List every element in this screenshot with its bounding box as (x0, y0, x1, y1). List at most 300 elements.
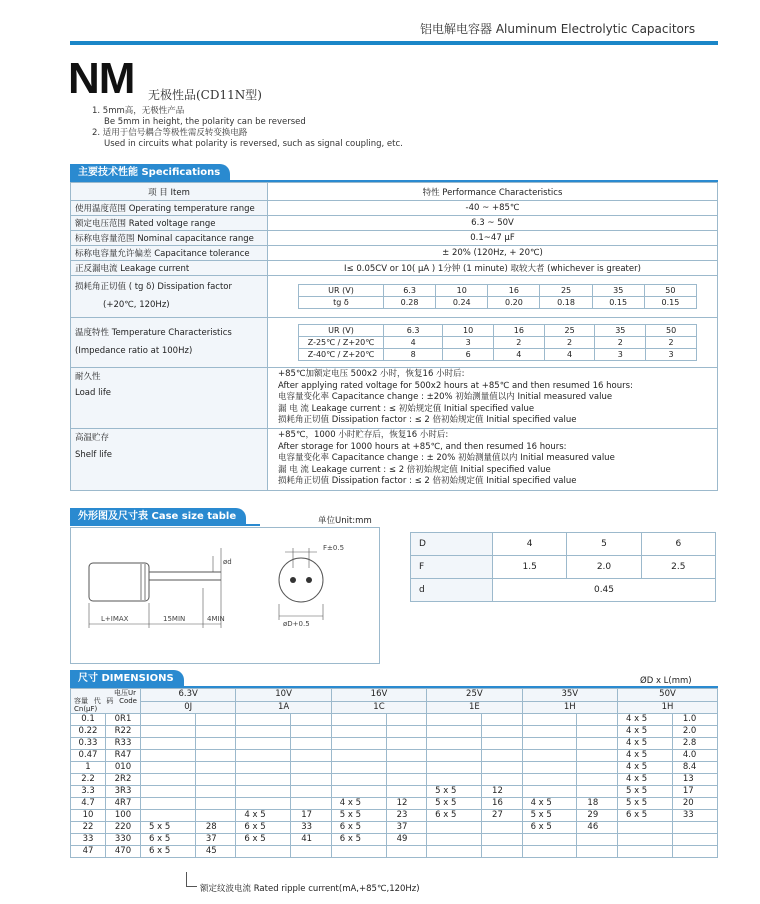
dim-ripple (577, 786, 618, 798)
dim-size: 6 x 5 (141, 834, 196, 846)
dim-cap: 22 (71, 822, 106, 834)
temp-row2-label: Z-40℃ / Z+20℃ (299, 349, 384, 361)
df-voltage: 10 (436, 285, 488, 297)
dim-ripple: 12 (482, 786, 523, 798)
dim-ripple (195, 810, 236, 822)
dim-corner-code: 码 (106, 697, 114, 705)
dim-voltage: 50V (617, 689, 717, 702)
dim-ripple (291, 798, 332, 810)
dim-size (331, 774, 386, 786)
shelf-body (268, 428, 718, 490)
dim-ripple (195, 726, 236, 738)
dim-size (427, 822, 482, 834)
dim-ripple (195, 786, 236, 798)
temp-voltage: 16 (493, 325, 544, 337)
dim-cap: 1 (71, 762, 106, 774)
df-tg-value: 0.24 (436, 297, 488, 309)
dim-ripple (291, 786, 332, 798)
dim-cap: 0.1 (71, 714, 106, 726)
dim-ripple (291, 738, 332, 750)
dim-ripple (291, 750, 332, 762)
dim-ripple: 8.4 (672, 762, 717, 774)
df-voltage: 6.3 (384, 285, 436, 297)
f-value: 2.0 (567, 556, 641, 579)
dim-ripple (386, 750, 427, 762)
spec-table (70, 182, 718, 491)
lead-min2-label: 4MIN (207, 615, 225, 623)
dim-size: 4 x 5 (617, 762, 672, 774)
temp-voltage: 10 (443, 325, 494, 337)
dim-ripple: 2.0 (672, 726, 717, 738)
spec-label: 标称电容量允许偏差 Capacitance tolerance (71, 246, 268, 261)
dim-ripple (291, 726, 332, 738)
dim-size: 5 x 5 (331, 810, 386, 822)
dim-cap-code: 100 (106, 810, 141, 822)
dim-ripple (577, 738, 618, 750)
df-ur-label: UR (V) (299, 285, 384, 297)
load-line: 电容量变化率 Capacitance change : ±20% 初始测量值以内 Initial measured value (278, 392, 613, 402)
dim-cap-code: 010 (106, 762, 141, 774)
dim-ripple: 17 (291, 810, 332, 822)
capacitor-end-view (279, 558, 323, 602)
dim-size (236, 714, 291, 726)
dim-ripple: 45 (195, 846, 236, 858)
header-title: 铝电解电容器 Aluminum Electrolytic Capacitors (420, 22, 696, 36)
dim-ripple (672, 834, 717, 846)
feature-notes (92, 106, 403, 150)
df-voltage: 35 (592, 285, 644, 297)
dim-cap-code: 220 (106, 822, 141, 834)
dim-size (141, 774, 196, 786)
temp-row1-label: Z-25℃ / Z+20℃ (299, 337, 384, 349)
dim-size: 6 x 5 (427, 810, 482, 822)
dim-size (331, 846, 386, 858)
case-section-rule (70, 524, 260, 526)
temp-label-1: 温度特性 Temperature Characteristics (75, 328, 232, 338)
dim-ripple: 27 (482, 810, 523, 822)
dim-size (331, 786, 386, 798)
dim-cap: 33 (71, 834, 106, 846)
dim-ripple: 37 (195, 834, 236, 846)
temp-value: 2 (646, 337, 697, 349)
dim-size (141, 762, 196, 774)
dim-ripple (482, 834, 523, 846)
dim-size (427, 750, 482, 762)
temp-value: 8 (384, 349, 443, 361)
dim-cap-code: 470 (106, 846, 141, 858)
capacitor-body-side (89, 563, 149, 601)
dim-size (522, 726, 577, 738)
note-1-en: Be 5mm in height, the polarity can be reversed (104, 117, 306, 127)
dim-ripple: 23 (386, 810, 427, 822)
footnote-pointer (186, 872, 197, 887)
temp-voltage: 35 (595, 325, 646, 337)
spec-value: ± 20% (120Hz, + 20℃) (268, 246, 718, 261)
load-line: +85℃加额定电压 500x2 小时，恢复16 小时后: (278, 369, 465, 379)
dim-corner-cap-unit: Cn(μF) (74, 705, 98, 713)
dim-code: 1A (236, 701, 331, 714)
dim-ripple (482, 726, 523, 738)
temp-value: 4 (544, 349, 595, 361)
dim-ripple (291, 714, 332, 726)
dim-code: 1H (617, 701, 717, 714)
dim-code: 1H (522, 701, 617, 714)
dim-ripple (482, 738, 523, 750)
table-row (71, 762, 718, 774)
diameter-label: øD+0.5 (283, 620, 310, 628)
dim-cap-code: R33 (106, 738, 141, 750)
dim-size (141, 798, 196, 810)
dim-size: 5 x 5 (617, 798, 672, 810)
df-tg-value: 0.20 (488, 297, 540, 309)
spec-section-title: 主要技术性能 Specifications (70, 164, 230, 182)
spec-value: -40 ~ +85℃ (268, 201, 718, 216)
temp-value: 2 (544, 337, 595, 349)
dim-size (141, 738, 196, 750)
dim-ripple: 49 (386, 834, 427, 846)
temp-value: 4 (493, 349, 544, 361)
dim-size: 4 x 5 (522, 798, 577, 810)
dim-ripple (386, 846, 427, 858)
df-voltage: 16 (488, 285, 540, 297)
series-subtitle: 无极性品(CD11N型) (148, 88, 262, 102)
dim-size (617, 846, 672, 858)
dim-size: 6 x 5 (617, 810, 672, 822)
dim-ripple: 33 (291, 822, 332, 834)
shelf-label-1: 高温贮存 (75, 432, 110, 443)
load-line: 漏 电 流 Leakage current : ≤ 初始规定值 Initial specified value (278, 403, 535, 414)
dim-size (522, 786, 577, 798)
spec-label: 正反漏电流 Leakage current (71, 261, 268, 276)
spec-head-item: 项 目 Item (71, 183, 268, 201)
df-tg-label: tg δ (299, 297, 384, 309)
dim-size (236, 786, 291, 798)
dim-ripple: 12 (386, 798, 427, 810)
table-row (71, 750, 718, 762)
dim-cap-code: 0R1 (106, 714, 141, 726)
dim-cap: 47 (71, 846, 106, 858)
dim-cap: 0.22 (71, 726, 106, 738)
dim-size (427, 714, 482, 726)
dim-ripple (195, 762, 236, 774)
dim-ripple (577, 750, 618, 762)
dim-size (236, 726, 291, 738)
table-row (71, 846, 718, 858)
dim-size: 6 x 5 (236, 822, 291, 834)
dim-size (617, 834, 672, 846)
dim-corner-code2: Code (119, 697, 137, 705)
dim-ripple: 33 (672, 810, 717, 822)
dim-size (236, 774, 291, 786)
dim-ripple (195, 738, 236, 750)
dim-ripple (195, 798, 236, 810)
dim-corner-cap: 容量 (74, 697, 88, 705)
dim-size (522, 834, 577, 846)
dim-size (236, 738, 291, 750)
table-row (71, 774, 718, 786)
dim-size: 6 x 5 (522, 822, 577, 834)
dim-size: 6 x 5 (141, 846, 196, 858)
dim-size (331, 762, 386, 774)
df-voltage: 25 (540, 285, 592, 297)
spec-value: 6.3 ~ 50V (268, 216, 718, 231)
d-value: 4 (493, 533, 567, 556)
dim-ripple (577, 714, 618, 726)
dim-section-title: 尺寸 DIMENSIONS (70, 670, 184, 688)
note-2-en: Used in circuits what polarity is reversed, such as signal coupling, etc. (104, 139, 403, 149)
temp-value: 4 (384, 337, 443, 349)
shelf-line: 损耗角正切值 Dissipation factor : ≤ 2 倍初始规定值 Initial specified value (278, 476, 577, 487)
temp-voltage: 6.3 (384, 325, 443, 337)
dim-cap: 2.2 (71, 774, 106, 786)
f-label: F (411, 556, 493, 579)
spec-label: 额定电压范围 Rated voltage range (71, 216, 268, 231)
dim-cap-code: 4R7 (106, 798, 141, 810)
load-line: After applying rated voltage for 500x2 hours at +85℃ and then resumed 16 hours: (278, 380, 633, 391)
temp-value: 2 (595, 337, 646, 349)
temp-label-2: (Impedance ratio at 100Hz) (75, 345, 193, 356)
dim-size: 4 x 5 (236, 810, 291, 822)
dim-size: 6 x 5 (236, 834, 291, 846)
dim-size: 4 x 5 (617, 750, 672, 762)
dim-ripple: 18 (577, 798, 618, 810)
dim-ripple (386, 762, 427, 774)
case-drawing (71, 528, 379, 663)
dim-ripple: 17 (672, 786, 717, 798)
dim-size (427, 834, 482, 846)
dim-size (427, 846, 482, 858)
dim-size: 4 x 5 (617, 714, 672, 726)
spec-label: 标称电容量范围 Nominal capacitance range (71, 231, 268, 246)
table-row (71, 810, 718, 822)
table-row (71, 786, 718, 798)
f-value: 2.5 (641, 556, 715, 579)
temp-value: 3 (443, 337, 494, 349)
dim-ripple: 2.8 (672, 738, 717, 750)
dim-size (141, 726, 196, 738)
dim-ripple (672, 846, 717, 858)
dim-code: 1E (427, 701, 522, 714)
lead-dia-label: ød (223, 558, 232, 566)
dim-ripple: 41 (291, 834, 332, 846)
dim-size: 5 x 5 (141, 822, 196, 834)
dim-size (522, 762, 577, 774)
temp-ur-label: UR (V) (299, 325, 384, 337)
dim-cap-code: 3R3 (106, 786, 141, 798)
dim-cap-code: R47 (106, 750, 141, 762)
lead-d-label: d (411, 579, 493, 602)
spec-label: 使用温度范围 Operating temperature range (71, 201, 268, 216)
dim-ripple (386, 714, 427, 726)
dim-ripple (577, 762, 618, 774)
df-label-1: 损耗角正切值 ( tg δ) Dissipation factor (75, 282, 232, 292)
dim-ripple (482, 750, 523, 762)
dimensions-body (71, 714, 718, 858)
dim-ripple (195, 774, 236, 786)
case-section-title: 外形图及尺寸表 Case size table (70, 508, 246, 526)
case-drawing-box (70, 527, 380, 664)
load-label-1: 耐久性 (75, 372, 101, 382)
length-label: L+IMAX (101, 615, 129, 623)
spec-value: 0.1~47 μF (268, 231, 718, 246)
dim-cap-code: 330 (106, 834, 141, 846)
dim-corner-voltage: 电压Ur (113, 689, 136, 697)
dim-corner (71, 689, 141, 714)
d-label: D (411, 533, 493, 556)
table-row (71, 798, 718, 810)
temp-value: 6 (443, 349, 494, 361)
dim-ripple (482, 762, 523, 774)
dim-size (236, 798, 291, 810)
dim-size: 4 x 5 (617, 738, 672, 750)
dim-ripple (291, 762, 332, 774)
dim-ripple (195, 750, 236, 762)
f-value: 1.5 (493, 556, 567, 579)
dim-ripple: 20 (672, 798, 717, 810)
load-line: 损耗角正切值 Dissipation factor : ≤ 2 倍初始规定值 Initial specified value (278, 415, 577, 425)
dim-size: 5 x 5 (522, 810, 577, 822)
dim-size: 5 x 5 (617, 786, 672, 798)
dim-ripple: 37 (386, 822, 427, 834)
dim-ripple (386, 786, 427, 798)
dim-size (427, 762, 482, 774)
df-label (71, 276, 268, 318)
dim-ripple: 1.0 (672, 714, 717, 726)
shelf-line: +85℃，1000 小时贮存后，恢复16 小时后: (278, 430, 449, 441)
dim-ripple (386, 774, 427, 786)
temp-voltage: 25 (544, 325, 595, 337)
dim-size (141, 714, 196, 726)
temp-value: 3 (646, 349, 697, 361)
dim-ripple (482, 822, 523, 834)
temp-label (71, 318, 268, 368)
dim-size (331, 738, 386, 750)
dim-code: 1C (331, 701, 426, 714)
spec-value: I≤ 0.05CV or 10( μA ) 1分钟 (1 minute) 取较大者 (whichever is greater) (268, 261, 718, 276)
temp-voltage: 50 (646, 325, 697, 337)
temp-table (298, 324, 697, 361)
dim-ripple (291, 846, 332, 858)
dim-size (427, 774, 482, 786)
note-2-cn: 2. 适用于信号耦合等极性需反转变换电路 (92, 128, 248, 138)
dim-voltage: 16V (331, 689, 426, 702)
temp-value: 3 (595, 349, 646, 361)
dim-size: 5 x 5 (427, 798, 482, 810)
dim-size (617, 822, 672, 834)
ripple-footnote: 额定纹波电流 Rated ripple current(mA,+85℃,120Hz) (200, 884, 420, 894)
dim-ripple (672, 822, 717, 834)
dim-size (522, 738, 577, 750)
dim-unit: ØD x L(mm) (640, 676, 692, 686)
shelf-line: 电容量变化率 Capacitance change : ± 20% 初始测量值以内 Initial measured value (278, 453, 615, 464)
dim-ripple (482, 846, 523, 858)
d-value: 5 (567, 533, 641, 556)
dim-ripple (386, 738, 427, 750)
table-row (71, 822, 718, 834)
dim-ripple (195, 714, 236, 726)
header-rule (70, 41, 718, 45)
temp-value: 2 (493, 337, 544, 349)
dim-voltage: 6.3V (141, 689, 236, 702)
dim-ripple: 28 (195, 822, 236, 834)
dim-size (236, 846, 291, 858)
dim-ripple: 4.0 (672, 750, 717, 762)
dim-ripple (482, 774, 523, 786)
dim-size (331, 714, 386, 726)
table-row (71, 738, 718, 750)
dim-ripple (291, 774, 332, 786)
dim-ripple (577, 846, 618, 858)
dim-size (236, 762, 291, 774)
dim-size: 4 x 5 (617, 774, 672, 786)
df-tg-value: 0.15 (592, 297, 644, 309)
dim-code: 0J (141, 701, 236, 714)
note-1-cn: 1. 5mm高，无极性产品 (92, 106, 185, 116)
dim-size (331, 726, 386, 738)
dim-size (141, 810, 196, 822)
dim-cap: 4.7 (71, 798, 106, 810)
dim-size (522, 774, 577, 786)
dim-size (141, 750, 196, 762)
dim-size: 4 x 5 (617, 726, 672, 738)
dim-size (522, 714, 577, 726)
dimensions-table (70, 688, 718, 858)
case-size-table (410, 532, 716, 602)
dim-size (522, 846, 577, 858)
dim-cap-code: R22 (106, 726, 141, 738)
dim-ripple (577, 726, 618, 738)
dim-voltage: 10V (236, 689, 331, 702)
lead-min-label: 15MIN (163, 615, 186, 623)
df-table (298, 284, 697, 309)
shelf-line: 漏 电 流 Leakage current : ≤ 2 倍初始规定值 Initial specified value (278, 464, 551, 475)
dim-ripple: 16 (482, 798, 523, 810)
load-label (71, 368, 268, 429)
dim-size: 4 x 5 (331, 798, 386, 810)
load-body (268, 368, 718, 429)
df-tg-value: 0.28 (384, 297, 436, 309)
df-tg-value: 0.15 (644, 297, 696, 309)
dim-size: 6 x 5 (331, 834, 386, 846)
dim-cap: 3.3 (71, 786, 106, 798)
dim-size (427, 738, 482, 750)
d-value: 6 (641, 533, 715, 556)
dim-ripple (482, 714, 523, 726)
series-code: NM (68, 54, 135, 103)
dim-voltage: 25V (427, 689, 522, 702)
dim-voltage: 35V (522, 689, 617, 702)
df-voltage: 50 (644, 285, 696, 297)
load-label-2: Load life (75, 387, 112, 398)
shelf-label-2: Shelf life (75, 450, 113, 460)
df-tg-value: 0.18 (540, 297, 592, 309)
dim-ripple: 13 (672, 774, 717, 786)
shelf-line: After storage for 1000 hours at +85℃, and then resumed 16 hours: (278, 441, 567, 452)
dim-cap-code: 2R2 (106, 774, 141, 786)
dim-size (427, 726, 482, 738)
dim-size (236, 750, 291, 762)
dim-size: 6 x 5 (331, 822, 386, 834)
dim-ripple: 29 (577, 810, 618, 822)
case-unit: 单位Unit:mm (318, 516, 372, 526)
table-row (71, 726, 718, 738)
dim-cap: 0.33 (71, 738, 106, 750)
dim-size: 5 x 5 (427, 786, 482, 798)
dim-ripple (577, 774, 618, 786)
df-label-2: (+20℃, 120Hz) (103, 299, 170, 310)
dim-ripple: 46 (577, 822, 618, 834)
dim-ripple (386, 726, 427, 738)
